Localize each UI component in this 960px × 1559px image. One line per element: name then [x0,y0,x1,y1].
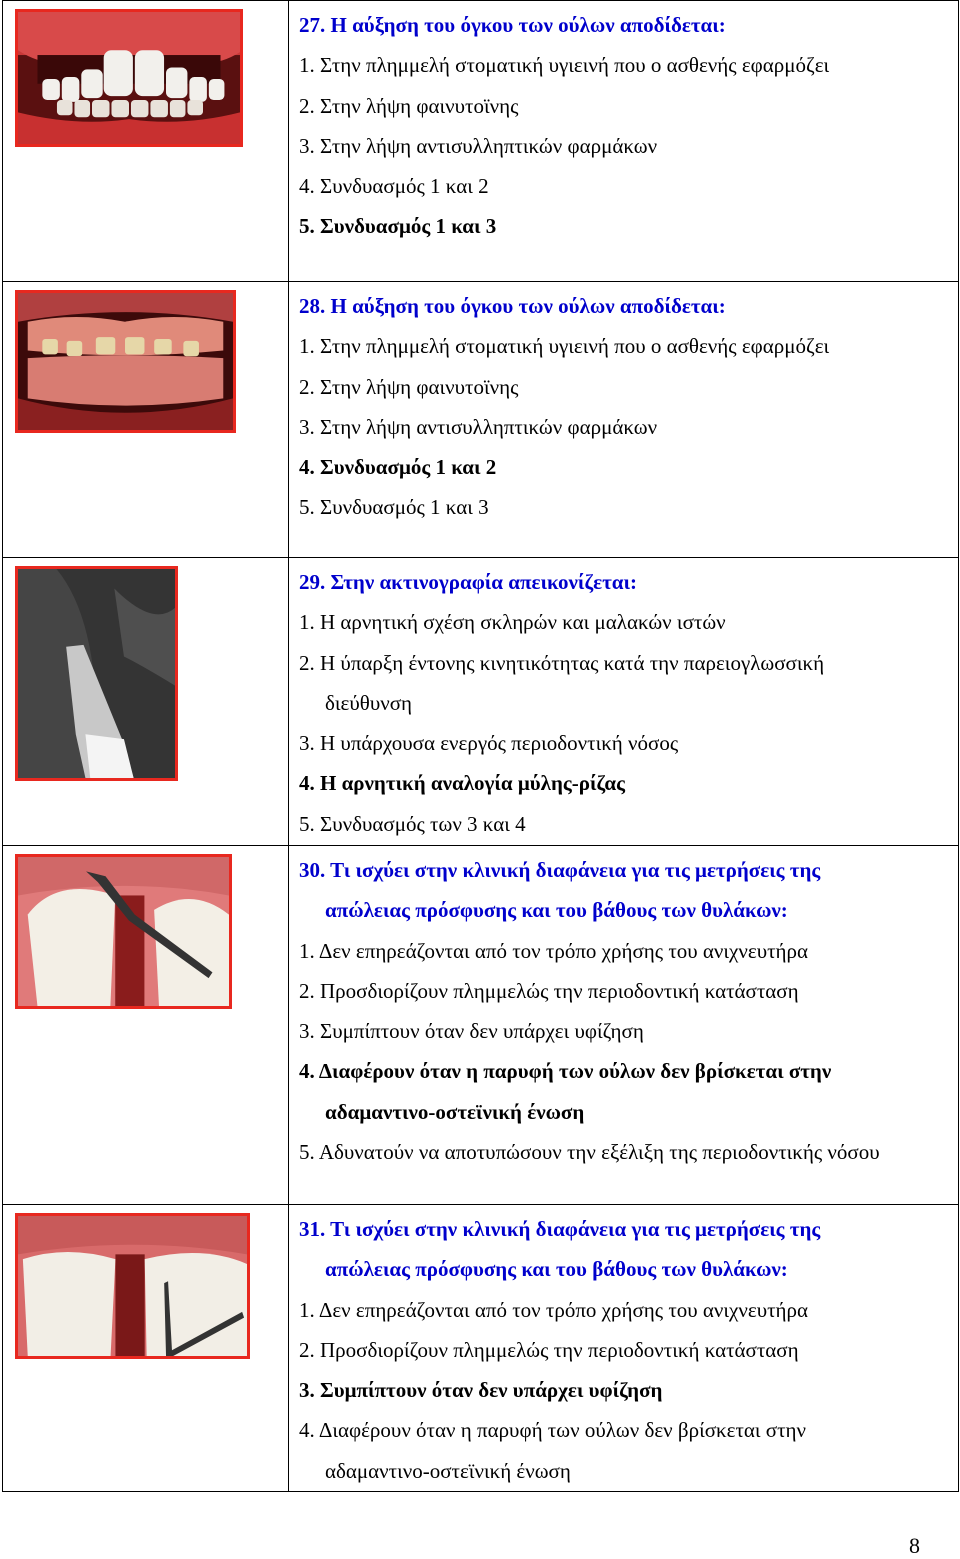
question-row-29 [3,558,959,846]
image-cell [3,846,289,1205]
question-text-28 [289,282,959,558]
question-number: 30. [299,858,326,882]
question-title-continued: απώλειας πρόσφυσης και του βάθους των θυλάκων: [325,1257,788,1282]
option-2: 2. Στην λήψη φαινυτοϊνης [299,374,519,399]
question-row-30 [3,846,959,1205]
option-5: 5. Συνδυασμός 1 και 3 [299,495,489,520]
dental-radiograph-icon [15,566,178,781]
option-2: 2. Προσδιορίζουν πλημμελώς την περιοδοντική κατάσταση [299,1337,799,1362]
questions-table [2,0,959,1492]
question-text-31 [289,1205,959,1492]
question-row-27 [3,1,959,282]
option-1: 1. Στην πλημμελή στοματική υγιεινή που ο ασθενής εφαρμόζει [299,53,830,78]
option-2: 2. Προσδιορίζουν πλημμελώς την περιοδοντική κατάσταση [299,978,799,1003]
option-5: 5. Συνδυασμός των 3 και 4 [299,811,526,836]
option-5-correct: 5. Συνδυασμός 1 και 3 [299,214,497,239]
image-cell [3,1,289,282]
question-row-31 [3,1205,959,1492]
question-text-29 [289,558,959,846]
option-4-continued: αδαμαντινο-οστεϊνική ένωση [325,1099,585,1124]
option-2: 2. Η ύπαρξη έντονης κινητικότητας κατά την παρειογλωσσική [299,650,825,675]
question-text-27 [289,1,959,282]
question-number: 29. [299,570,326,594]
option-5: 5. Αδυνατούν να αποτυπώσουν την εξέλιξη της περιοδοντικής νόσου [299,1140,880,1165]
option-2: 2. Στην λήψη φαινυτοϊνης [299,93,519,118]
question-title: Τι ισχύει στην κλινική διαφάνεια για τις μετρήσεις της [330,1217,821,1241]
option-4-correct: 4. Η αρνητική αναλογία μύλης-ρίζας [299,771,626,796]
option-3: 3. Στην λήψη αντισυλληπτικών φαρμάκων [299,414,658,439]
option-3: 3. Στην λήψη αντισυλληπτικών φαρμάκων [299,133,658,158]
option-2-continued: διεύθυνση [325,690,413,715]
question-title-continued: απώλειας πρόσφυσης και του βάθους των θυλάκων: [325,898,788,923]
question-title: Η αύξηση του όγκου των ούλων αποδίδεται: [330,13,726,37]
option-3: 3. Συμπίπτουν όταν δεν υπάρχει υφίζηση [299,1019,644,1044]
option-1: 1. Η αρνητική σχέση σκληρών και μαλακών ιστών [299,610,726,635]
option-1: 1. Δεν επηρεάζονται από τον τρόπο χρήσης του ανιχνευτήρα [299,938,808,963]
periodontal-probe-photo-icon [15,854,232,1009]
severe-gingival-hyperplasia-photo-icon [15,290,236,433]
question-title: Η αύξηση του όγκου των ούλων αποδίδεται: [330,294,726,318]
image-cell [3,558,289,846]
question-number: 31. [299,1217,326,1241]
question-row-28 [3,282,959,558]
question-number: 27. [299,13,326,37]
option-4: 4. Συνδυασμός 1 και 2 [299,174,489,199]
option-1: 1. Στην πλημμελή στοματική υγιεινή που ο ασθενής εφαρμόζει [299,334,830,359]
page-number: 8 [909,1533,920,1558]
option-4-correct: 4. Διαφέρουν όταν η παρυφή των ούλων δεν βρίσκεται στην [299,1059,832,1084]
option-3: 3. Η υπάρχουσα ενεργός περιοδοντική νόσος [299,731,679,756]
image-cell [3,1205,289,1492]
option-4: 4. Διαφέρουν όταν η παρυφή των ούλων δεν βρίσκεται στην [299,1418,807,1443]
question-title: Τι ισχύει στην κλινική διαφάνεια για τις μετρήσεις της [330,858,821,882]
question-number: 28. [299,294,326,318]
option-1: 1. Δεν επηρεάζονται από τον τρόπο χρήσης του ανιχνευτήρα [299,1297,808,1322]
option-4-correct: 4. Συνδυασμός 1 και 2 [299,455,497,480]
option-3-correct: 3. Συμπίπτουν όταν δεν υπάρχει υφίζηση [299,1378,663,1403]
gingival-overgrowth-photo-icon [15,9,243,147]
periodontal-probe-photo-icon [15,1213,250,1359]
question-text-30 [289,846,959,1205]
image-cell [3,282,289,558]
option-4-continued: αδαμαντινο-οστεϊνική ένωση [325,1458,571,1483]
question-title: Στην ακτινογραφία απεικονίζεται: [330,570,637,594]
